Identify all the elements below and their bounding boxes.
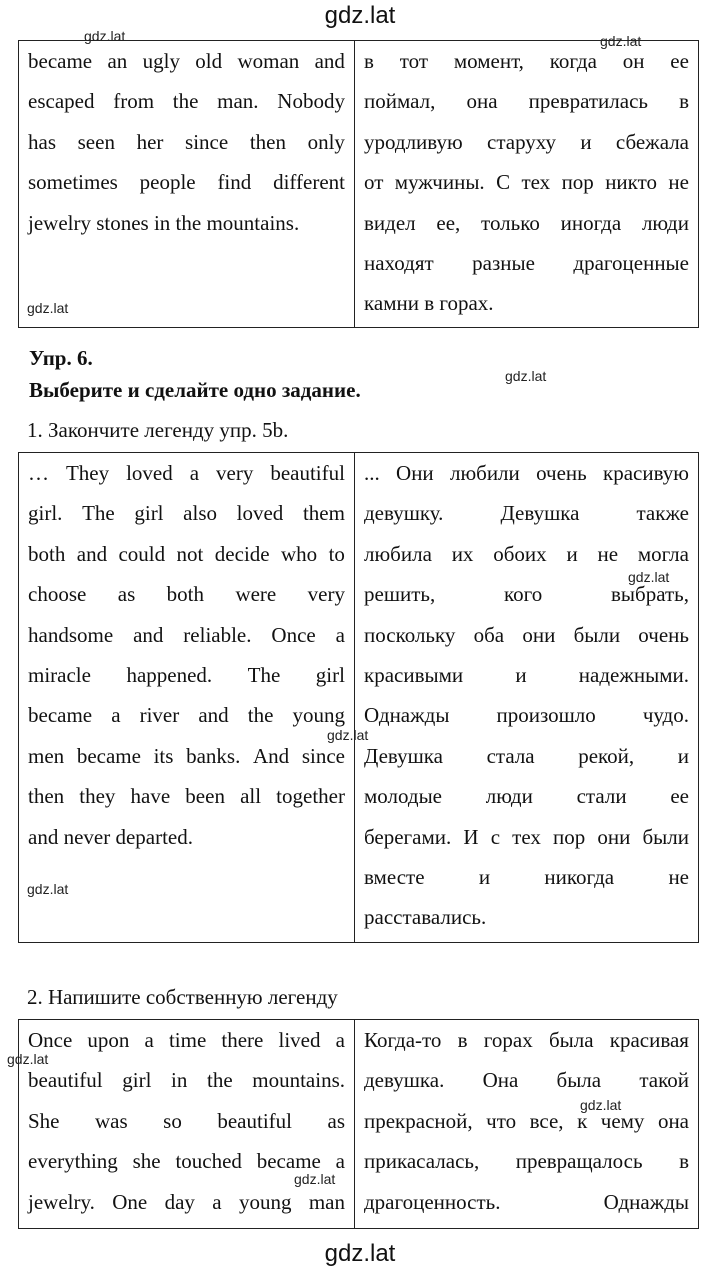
- word: its: [153, 743, 174, 768]
- word: красивыми: [364, 662, 464, 687]
- text-line: and never departed.: [28, 824, 193, 849]
- word: старуху: [487, 129, 556, 154]
- word: находят: [364, 250, 434, 275]
- word: both: [28, 541, 66, 566]
- word: since: [301, 743, 345, 768]
- text-line: [364, 203, 689, 243]
- word: who: [281, 541, 318, 566]
- text-line: [364, 453, 689, 493]
- word: not: [176, 541, 204, 566]
- word: они: [522, 622, 556, 647]
- text-line: [364, 615, 689, 655]
- word: and: [133, 622, 164, 647]
- word: in: [171, 1068, 188, 1093]
- word: надежными.: [578, 662, 689, 687]
- word: ее: [670, 49, 689, 73]
- word: sometimes: [28, 170, 118, 195]
- text-line: [364, 776, 689, 816]
- word: people: [139, 170, 196, 195]
- word: люди: [485, 784, 533, 809]
- text-line: [28, 736, 345, 776]
- text-line: [364, 493, 689, 533]
- word: видел: [364, 210, 416, 235]
- word: все,: [529, 1108, 564, 1133]
- word: Once: [28, 1028, 73, 1052]
- text-line: [28, 41, 345, 81]
- word: Девушка: [500, 501, 580, 526]
- text-line: [28, 534, 345, 574]
- text-line: [28, 1182, 345, 1222]
- word: time: [168, 1028, 207, 1052]
- word: so: [163, 1108, 182, 1133]
- word: Nobody: [277, 89, 345, 114]
- text-line: [364, 1101, 689, 1141]
- translation-table-3: [18, 1019, 699, 1229]
- word: Однажды: [603, 1189, 689, 1214]
- word: to: [328, 541, 345, 566]
- word: girl.: [28, 501, 63, 526]
- english-column: [19, 1020, 355, 1228]
- text-line: [28, 162, 345, 202]
- word: girl: [122, 1068, 152, 1093]
- watermark: gdz.lat: [628, 569, 670, 585]
- word: никогда: [544, 864, 615, 889]
- word: miracle: [28, 662, 91, 687]
- word: чему: [600, 1108, 645, 1133]
- word: не: [668, 864, 689, 889]
- word: then: [28, 784, 65, 809]
- word: стали: [576, 784, 627, 809]
- word: к: [577, 1108, 588, 1133]
- word: handsome: [28, 622, 114, 647]
- word: been: [185, 784, 225, 809]
- word: her: [136, 129, 164, 154]
- watermark: gdz.lat: [327, 727, 369, 743]
- text-line: [364, 695, 689, 735]
- word: find: [217, 170, 252, 195]
- watermark: gdz.lat: [505, 368, 547, 384]
- word: reliable.: [183, 622, 252, 647]
- word: Она: [482, 1068, 519, 1093]
- word: очень: [638, 622, 689, 647]
- word: beautiful: [28, 1068, 103, 1093]
- word: One: [112, 1189, 148, 1214]
- word: man.: [217, 89, 259, 114]
- word: что: [486, 1108, 517, 1133]
- word: old: [195, 49, 223, 73]
- word: решить,: [364, 582, 436, 607]
- text-line: [364, 1141, 689, 1181]
- word: a: [335, 1149, 345, 1174]
- word: горах: [483, 1028, 533, 1052]
- word: from: [113, 89, 155, 114]
- english-column: [19, 453, 355, 942]
- word: a: [189, 461, 200, 485]
- word: The: [82, 501, 115, 526]
- word: decide: [214, 541, 270, 566]
- text-line: [28, 615, 345, 655]
- word: прикасалась,: [364, 1149, 480, 1174]
- word: когда: [549, 49, 597, 73]
- word: Девушка: [364, 743, 443, 768]
- word: escaped: [28, 89, 95, 114]
- text-line: [28, 1060, 345, 1100]
- word: all: [240, 784, 262, 809]
- word: девушку.: [364, 501, 444, 526]
- word: такой: [639, 1068, 689, 1093]
- word: very: [216, 461, 254, 485]
- word: ее,: [436, 210, 461, 235]
- text-line: [364, 1182, 689, 1222]
- word: с: [490, 824, 501, 849]
- word: seen: [77, 129, 115, 154]
- watermark: gdz.lat: [7, 1051, 49, 1067]
- word: loved: [236, 501, 284, 526]
- word: choose: [28, 582, 87, 607]
- word: together: [276, 784, 345, 809]
- word: поскольку: [364, 622, 456, 647]
- word: рекой,: [578, 743, 635, 768]
- word: day: [164, 1189, 195, 1214]
- word: everything: [28, 1149, 118, 1174]
- word: ugly: [142, 49, 180, 73]
- word: lived: [278, 1028, 321, 1052]
- word: and: [198, 703, 229, 728]
- site-header: gdz.lat: [324, 2, 396, 29]
- word: only: [307, 129, 345, 154]
- watermark: gdz.lat: [580, 1097, 622, 1113]
- word: превратилась: [528, 89, 648, 114]
- word: любили: [449, 461, 520, 485]
- text-line: [28, 81, 345, 121]
- word: girl: [315, 662, 345, 687]
- word: very: [307, 582, 345, 607]
- word: They: [65, 461, 110, 485]
- word: upon: [87, 1028, 130, 1052]
- text-line: [28, 655, 345, 695]
- watermark: gdz.lat: [27, 300, 69, 316]
- watermark: gdz.lat: [84, 28, 126, 44]
- text-line: [364, 81, 689, 121]
- russian-column: [355, 41, 698, 327]
- task-2-label: 2. Напишите собственную легенду: [27, 985, 338, 1009]
- word: she: [132, 1149, 161, 1174]
- word: became: [28, 703, 93, 728]
- word: пор: [553, 824, 586, 849]
- word: была: [556, 1068, 602, 1093]
- word: пор: [561, 170, 594, 195]
- word: Когда-то: [364, 1028, 442, 1052]
- watermark: gdz.lat: [600, 33, 642, 49]
- word: стала: [486, 743, 535, 768]
- word: and: [76, 541, 108, 566]
- text-line: [28, 776, 345, 816]
- word: since: [185, 129, 229, 154]
- word: сбежала: [615, 129, 689, 154]
- word: as: [327, 1108, 345, 1133]
- word: mountains.: [252, 1068, 345, 1093]
- word: them: [302, 501, 345, 526]
- word: и: [580, 129, 592, 154]
- word: молодые: [364, 784, 443, 809]
- word: момент,: [453, 49, 524, 73]
- word: разные: [472, 250, 535, 275]
- text-line: [28, 493, 345, 533]
- watermark: gdz.lat: [294, 1171, 336, 1187]
- text-line: [364, 857, 689, 897]
- word: тех: [512, 824, 541, 849]
- word: beautiful: [270, 461, 345, 485]
- word: иногда: [560, 210, 622, 235]
- word: поймал,: [364, 89, 436, 114]
- word: никто: [605, 170, 657, 195]
- word: river: [139, 703, 180, 728]
- russian-column: [355, 453, 698, 942]
- word: Once: [271, 622, 316, 647]
- word: ее: [670, 784, 689, 809]
- text-line: [364, 655, 689, 695]
- word: both: [166, 582, 205, 607]
- word: ...: [364, 461, 380, 485]
- word: …: [28, 461, 49, 485]
- word: вместе: [364, 864, 425, 889]
- word: и: [677, 743, 689, 768]
- word: были: [642, 824, 689, 849]
- word: became: [256, 1149, 321, 1174]
- word: a: [212, 1189, 222, 1214]
- word: красивую: [603, 461, 689, 485]
- word: драгоценные: [573, 250, 689, 275]
- text-line: [364, 122, 689, 162]
- word: люди: [641, 210, 689, 235]
- word: She: [28, 1108, 60, 1133]
- text-line: [28, 122, 345, 162]
- word: beautiful: [217, 1108, 292, 1133]
- word: выбрать,: [611, 582, 689, 607]
- text-line: [364, 243, 689, 283]
- word: она: [657, 1108, 689, 1133]
- word: man: [308, 1189, 345, 1214]
- word: она: [466, 89, 498, 114]
- word: became: [76, 743, 141, 768]
- word: were: [235, 582, 277, 607]
- word: он: [622, 49, 645, 73]
- word: jewelry.: [28, 1189, 95, 1214]
- translation-table-1: [18, 40, 699, 328]
- word: a: [335, 1028, 345, 1052]
- word: woman: [237, 49, 300, 73]
- task-1-label: 1. Закончите легенду упр. 5b.: [27, 418, 289, 442]
- text-line: [28, 574, 345, 614]
- word: men: [28, 743, 65, 768]
- russian-column: [355, 1020, 698, 1228]
- word: and: [314, 49, 345, 73]
- word: их: [451, 541, 474, 566]
- word: девушка.: [364, 1068, 445, 1093]
- text-line: [364, 162, 689, 202]
- word: драгоценность.: [364, 1189, 501, 1214]
- word: очень: [536, 461, 587, 485]
- word: an: [107, 49, 128, 73]
- word: только: [481, 210, 540, 235]
- word: The: [247, 662, 281, 687]
- word: не: [668, 170, 689, 195]
- word: оба: [473, 622, 505, 647]
- word: тот: [399, 49, 429, 73]
- text-line: расставались.: [364, 905, 487, 930]
- text-line: [364, 1020, 689, 1060]
- text-line: [28, 1101, 345, 1141]
- word: были: [573, 622, 621, 647]
- word: произошло: [496, 703, 596, 728]
- word: they: [79, 784, 116, 809]
- word: не: [597, 541, 619, 566]
- word: And: [253, 743, 290, 768]
- word: в: [679, 1149, 689, 1174]
- word: они: [597, 824, 631, 849]
- text-line: [364, 736, 689, 776]
- word: Они: [396, 461, 434, 485]
- word: мужчины.: [394, 170, 485, 195]
- text-line: [364, 1060, 689, 1100]
- word: different: [273, 170, 345, 195]
- word: then: [249, 129, 286, 154]
- word: уродливую: [364, 129, 463, 154]
- exercise-instruction: Выберите и сделайте одно задание.: [29, 378, 361, 402]
- word: a: [335, 622, 345, 647]
- word: was: [95, 1108, 128, 1133]
- word: и: [478, 864, 491, 889]
- word: have: [130, 784, 171, 809]
- word: и: [566, 541, 578, 566]
- word: в: [457, 1028, 468, 1052]
- word: также: [636, 501, 689, 526]
- english-column: [19, 41, 355, 327]
- word: young: [238, 1189, 292, 1214]
- word: С: [496, 170, 511, 195]
- text-line: [364, 817, 689, 857]
- translation-table-2: [18, 452, 699, 943]
- watermark: gdz.lat: [27, 881, 69, 897]
- word: the: [247, 703, 274, 728]
- word: loved: [126, 461, 173, 485]
- word: красивая: [609, 1028, 689, 1052]
- word: в: [364, 49, 374, 73]
- text-line: [28, 695, 345, 735]
- word: there: [221, 1028, 264, 1052]
- word: любила: [364, 541, 432, 566]
- word: as: [117, 582, 136, 607]
- word: also: [183, 501, 217, 526]
- word: became: [28, 49, 93, 73]
- word: прекрасной,: [364, 1108, 473, 1133]
- word: от: [364, 170, 384, 195]
- word: banks.: [186, 743, 241, 768]
- word: the: [206, 1068, 233, 1093]
- word: и: [515, 662, 527, 687]
- text-line: камни в горах.: [364, 291, 494, 316]
- word: тех: [521, 170, 551, 195]
- word: could: [118, 541, 166, 566]
- word: превращалось: [515, 1149, 643, 1174]
- word: a: [111, 703, 121, 728]
- word: в: [679, 89, 689, 114]
- word: touched: [175, 1149, 242, 1174]
- word: the: [172, 89, 199, 114]
- word: кого: [504, 582, 543, 607]
- word: a: [144, 1028, 154, 1052]
- word: happened.: [126, 662, 213, 687]
- word: has: [28, 129, 56, 154]
- exercise-title: Упр. 6.: [29, 346, 93, 370]
- word: обоих: [493, 541, 547, 566]
- word: И: [463, 824, 479, 849]
- word: young: [292, 703, 345, 728]
- word: берегами.: [364, 824, 452, 849]
- text-line: [28, 453, 345, 493]
- text-line: jewelry stones in the mountains.: [28, 210, 300, 235]
- site-footer: gdz.lat: [324, 1240, 396, 1267]
- word: была: [548, 1028, 594, 1052]
- word: могла: [637, 541, 689, 566]
- word: Однажды: [364, 703, 450, 728]
- word: girl: [134, 501, 164, 526]
- word: чудо.: [642, 703, 689, 728]
- text-line: [28, 1020, 345, 1060]
